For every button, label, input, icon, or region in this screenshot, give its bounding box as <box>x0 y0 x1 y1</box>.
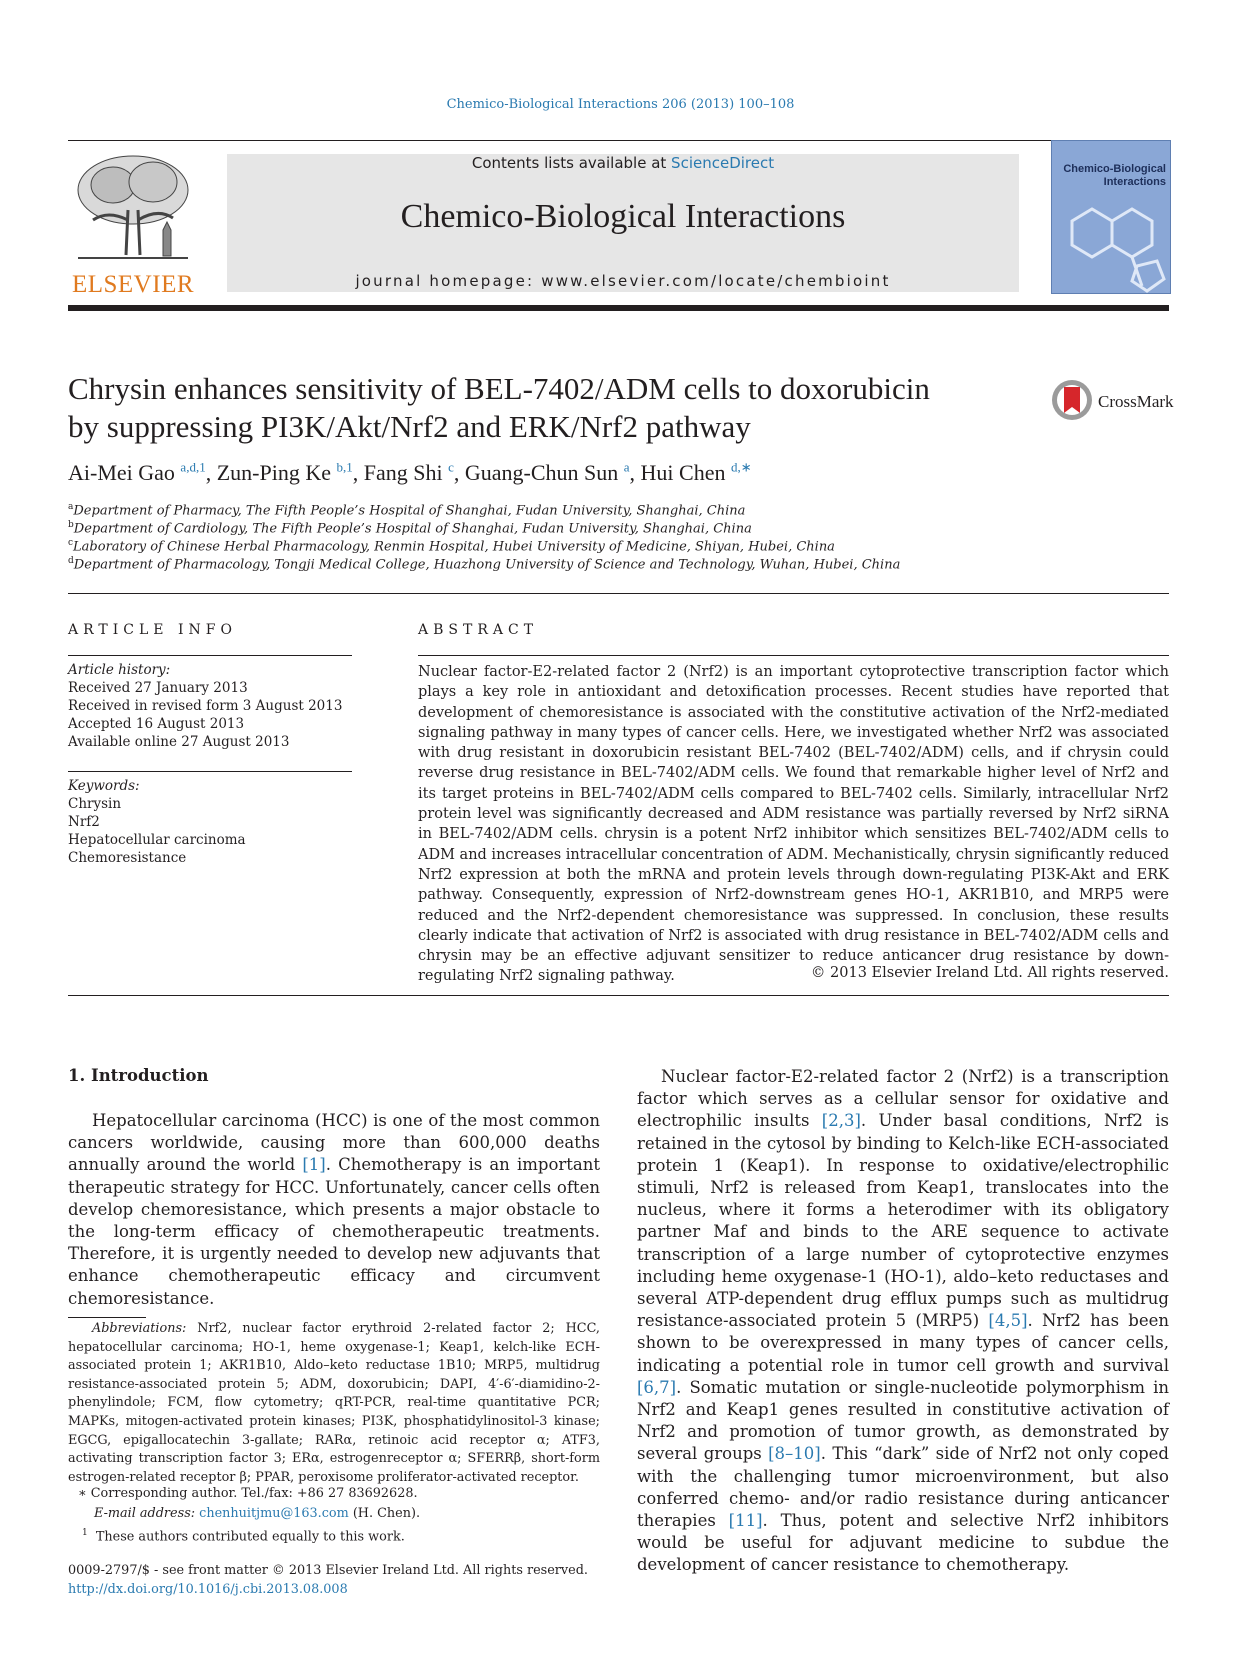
citation-link[interactable]: [6,7] <box>637 1377 677 1397</box>
author-5: Hui Chen $^{d,∗}$ <box>640 460 752 486</box>
article-info-rule <box>68 655 352 656</box>
article-history <box>68 661 358 751</box>
crossmark-icon <box>1051 379 1093 421</box>
abstract-bottom-rule <box>68 995 1169 996</box>
abstract-copyright: © 2013 Elsevier Ireland Ltd. All rights reserved. <box>810 965 1169 981</box>
keywords <box>68 777 358 867</box>
history-received: Received 27 January 2013 <box>68 680 248 696</box>
author-1: Ai-Mei Gao $^{a,d,1}$ <box>68 460 206 486</box>
affiliation-c: $^c$Laboratory of Chinese Herbal Pharmacology, Renmin Hospital, Hubei University of Medicine, Shiyan, Hubei, China <box>68 538 835 555</box>
contents-prefix: Contents lists available at <box>471 154 672 172</box>
affiliation-rule <box>68 593 1169 594</box>
header-thick-rule <box>68 305 1169 311</box>
author-2: Zun-Ping Ke $^{b,1}$ <box>216 460 353 486</box>
contents-line <box>227 154 1019 172</box>
keyword-item: Chemoresistance <box>68 850 187 866</box>
article-title: Chrysin enhances sensitivity of BEL-7402/ADM cells to doxorubicin by suppressing PI3K/Akt/Nrf2 and ERK/Nrf2 pathway <box>68 371 930 444</box>
section-heading: 1. Introduction <box>68 1066 209 1085</box>
doi-link[interactable]: http://dx.doi.org/10.1016/j.cbi.2013.08.008 <box>68 1582 348 1597</box>
keyword-item: Chrysin <box>68 796 122 812</box>
history-label: Article history: <box>68 662 171 678</box>
abstract-text: Nuclear factor-E2-related factor 2 (Nrf2) is an important cytoprotective transcription factor which plays a key role in antioxidant and detoxification processes. Recent studies have reported that development of chemoresistance is associated with the constitutive activation of the Nrf2-mediated signaling pathway in many types of cancer cells. Here, we investigated whether Nrf2 was associated with drug resistant in doxorubicin resistant BEL-7402 (BEL-7402/ADM) cells, and if chrysin could reverse drug resistance in BEL-7402/ADM cells. We found that remarkable higher level of Nrf2 and its target proteins in BEL-7402/ADM cells compared to BEL-7402 cells. Similarly, intracellular Nrf2 protein level was significantly decreased and ADM resistance was partially reversed by Nrf2 siRNA in BEL-7402/ADM cells. chrysin is a potent Nrf2 inhibitor which sensitizes BEL-7402/ADM cells to ADM and increases intracellular concentration of ADM. Mechanistically, chrysin significantly reduced Nrf2 expression at both the mRNA and protein levels through down-regulating PI3K-Akt and ERK pathway. Consequently, expression of Nrf2-downstream genes HO-1, AKR1B10, and MRP5 were reduced and the Nrf2-dependent chemoresistance was suppressed. In conclusion, these results clearly indicate that activation of Nrf2 is associated with drug resistance in BEL-7402/ADM cells and chrysin may be an effective adjuvant sensitizer to reduce anticancer drug resistance by down-regulating Nrf2 signaling pathway. <box>418 664 1169 985</box>
keyword-item: Hepatocellular carcinoma <box>68 832 246 848</box>
abstract-rule <box>418 655 1169 656</box>
journal-reference[interactable]: Chemico-Biological Interactions 206 (2013) 100–108 <box>446 97 795 112</box>
corresponding-author-footnote: ∗ Corresponding author. Tel./fax: +86 27 83692628. <box>78 1486 418 1501</box>
history-accepted: Accepted 16 August 2013 <box>68 716 245 732</box>
footnote-rule <box>68 1317 146 1318</box>
crossmark-label[interactable]: CrossMark <box>1098 392 1174 411</box>
history-revised: Received in revised form 3 August 2013 <box>68 698 343 714</box>
keywords-label: Keywords: <box>68 778 140 794</box>
citation-link[interactable]: [2,3] <box>821 1111 861 1131</box>
affiliation-d: $^d$Department of Pharmacology, Tongji Medical College, Huazhong University of Science and Technology, Wuhan, Hubei, China <box>68 556 901 573</box>
article-info-heading: ARTICLE INFO <box>68 622 237 638</box>
crossmark-badge[interactable] <box>1051 379 1093 421</box>
email-link[interactable]: chenhuitjmu@163.com <box>199 1506 349 1521</box>
author-3: Fang Shi $^c$ <box>363 460 454 486</box>
elsevier-tree-logo <box>68 150 198 268</box>
abbreviations-footnote: Abbreviations: Nrf2, nuclear factor erythroid 2-related factor 2; HCC, hepatocellular carcinoma; HO-1, heme oxygenase-1; Keap1, kelch-like ECH-associated protein 1; AKR1B10, Aldo–keto reductase 1B10; MRP5, multidrug resistance-associated protein 5; ADM, doxorubicin; DAPI, 4′-6′-diamidino-2-phenylindole; FCM, flow cytometry; qRT-PCR, real-time quantitative PCR; MAPKs, mitogen-activated protein kinases; PI3K, phosphatidylinositol-3 kinase; EGCG, epigallocatechin 3-gallate; RARα, retinoic acid receptor α; ATF3, activating transcription factor 3; ERα, estrogenreceptor α; SFERRβ, short-form estrogen-related receptor β; PPAR, peroxisome proliferator-activated receptor. <box>68 1321 600 1485</box>
issn-line: 0009-2797/$ - see front matter © 2013 Elsevier Ireland Ltd. All rights reserved. <box>68 1563 588 1578</box>
affiliation-a: $^a$Department of Pharmacy, The Fifth People’s Hospital of Shanghai, Fudan University, Shanghai, China <box>68 502 746 519</box>
citation-link[interactable]: [11] <box>728 1511 763 1531</box>
journal-cover <box>1051 140 1171 294</box>
intro-paragraph-2: Nuclear factor-E2-related factor 2 (Nrf2) is a transcription factor which serves as a cellular sensor for oxidative and electrophilic insults [2,3]. Under basal conditions, Nrf2 is retained in the cytosol by binding to Kelch-like ECH-associated protein 1 (Keap1). In response to oxidative/electrophilic stimuli, Nrf2 is released from Keap1, translocates into the nucleus, where it forms a heterodimer with its obligatory partner Maf and binds to the ARE sequence to activate transcription of a large number of cytoprotective enzymes including heme oxygenase-1 (HO-1), aldo–keto reductases and several ATP-dependent drug efflux pumps such as multidrug resistance-associated protein 5 (MRP5) [4,5]. Nrf2 has been shown to be overexpressed in many types of cancer cells, indicating a potential role in tumor cell growth and survival [6,7]. Somatic mutation or single-nucleotide polymorphism in Nrf2 and Keap1 genes resulted in constitutive activation of Nrf2 and promotion of tumor growth, as demonstrated by several groups [8–10]. This “dark” side of Nrf2 not only coped with the challenging tumor microenvironment, but also conferred chemo- and/or radio resistance during anticancer therapies [11]. Thus, potent and selective Nrf2 inhibitors would be useful for adjuvant medicine to subdue the development of cancer resistance to chemotherapy. <box>637 1067 1170 1575</box>
tree-icon <box>68 150 198 268</box>
citation-link[interactable]: [4,5] <box>988 1311 1028 1331</box>
author-4: Guang-Chun Sun $^a$ <box>464 460 630 486</box>
email-footnote: E-mail address: chenhuitjmu@163.com (H. Chen). <box>94 1506 421 1521</box>
keywords-rule <box>68 771 352 772</box>
journal-homepage[interactable]: journal homepage: www.elsevier.com/locate/chembioint <box>355 272 891 290</box>
history-online: Available online 27 August 2013 <box>68 734 290 750</box>
equal-contribution-footnote: $^1$ These authors contributed equally to this work. <box>82 1528 405 1545</box>
abstract-heading: ABSTRACT <box>418 622 539 638</box>
intro-paragraph-1: Hepatocellular carcinoma (HCC) is one of the most common cancers worldwide, causing more than 600,000 deaths annually around the world [1]. Chemotherapy is an important therapeutic strategy for HCC. Unfortunately, cancer cells often develop chemoresistance, which presents a major obstacle to the long-term efficacy of chemotherapeutic treatments. Therefore, it is urgently needed to develop new adjuvants that enhance chemotherapeutic efficacy and circumvent chemoresistance. <box>68 1111 600 1308</box>
citation-link[interactable]: [1] <box>302 1155 326 1175</box>
affiliation-b: $^b$Department of Cardiology, The Fifth People’s Hospital of Shanghai, Fudan University, Shanghai, China <box>68 520 752 537</box>
sciencedirect-link[interactable]: ScienceDirect <box>671 154 775 172</box>
journal-name: Chemico-Biological Interactions <box>400 198 846 235</box>
author-list: Ai-Mei Gao $^{a,d,1}$, Zun-Ping Ke $^{b,1}$, Fang Shi $^c$, Guang-Chun Sun $^a$, Hui Chen $^{d,∗}$ <box>68 460 752 486</box>
publisher-name: ELSEVIER <box>71 271 195 298</box>
citation-link[interactable]: [8–10] <box>768 1444 821 1464</box>
keyword-item: Nrf2 <box>68 814 100 830</box>
cover-title: Chemico-Biological Interactions <box>1063 163 1166 188</box>
top-rule <box>68 140 1169 141</box>
